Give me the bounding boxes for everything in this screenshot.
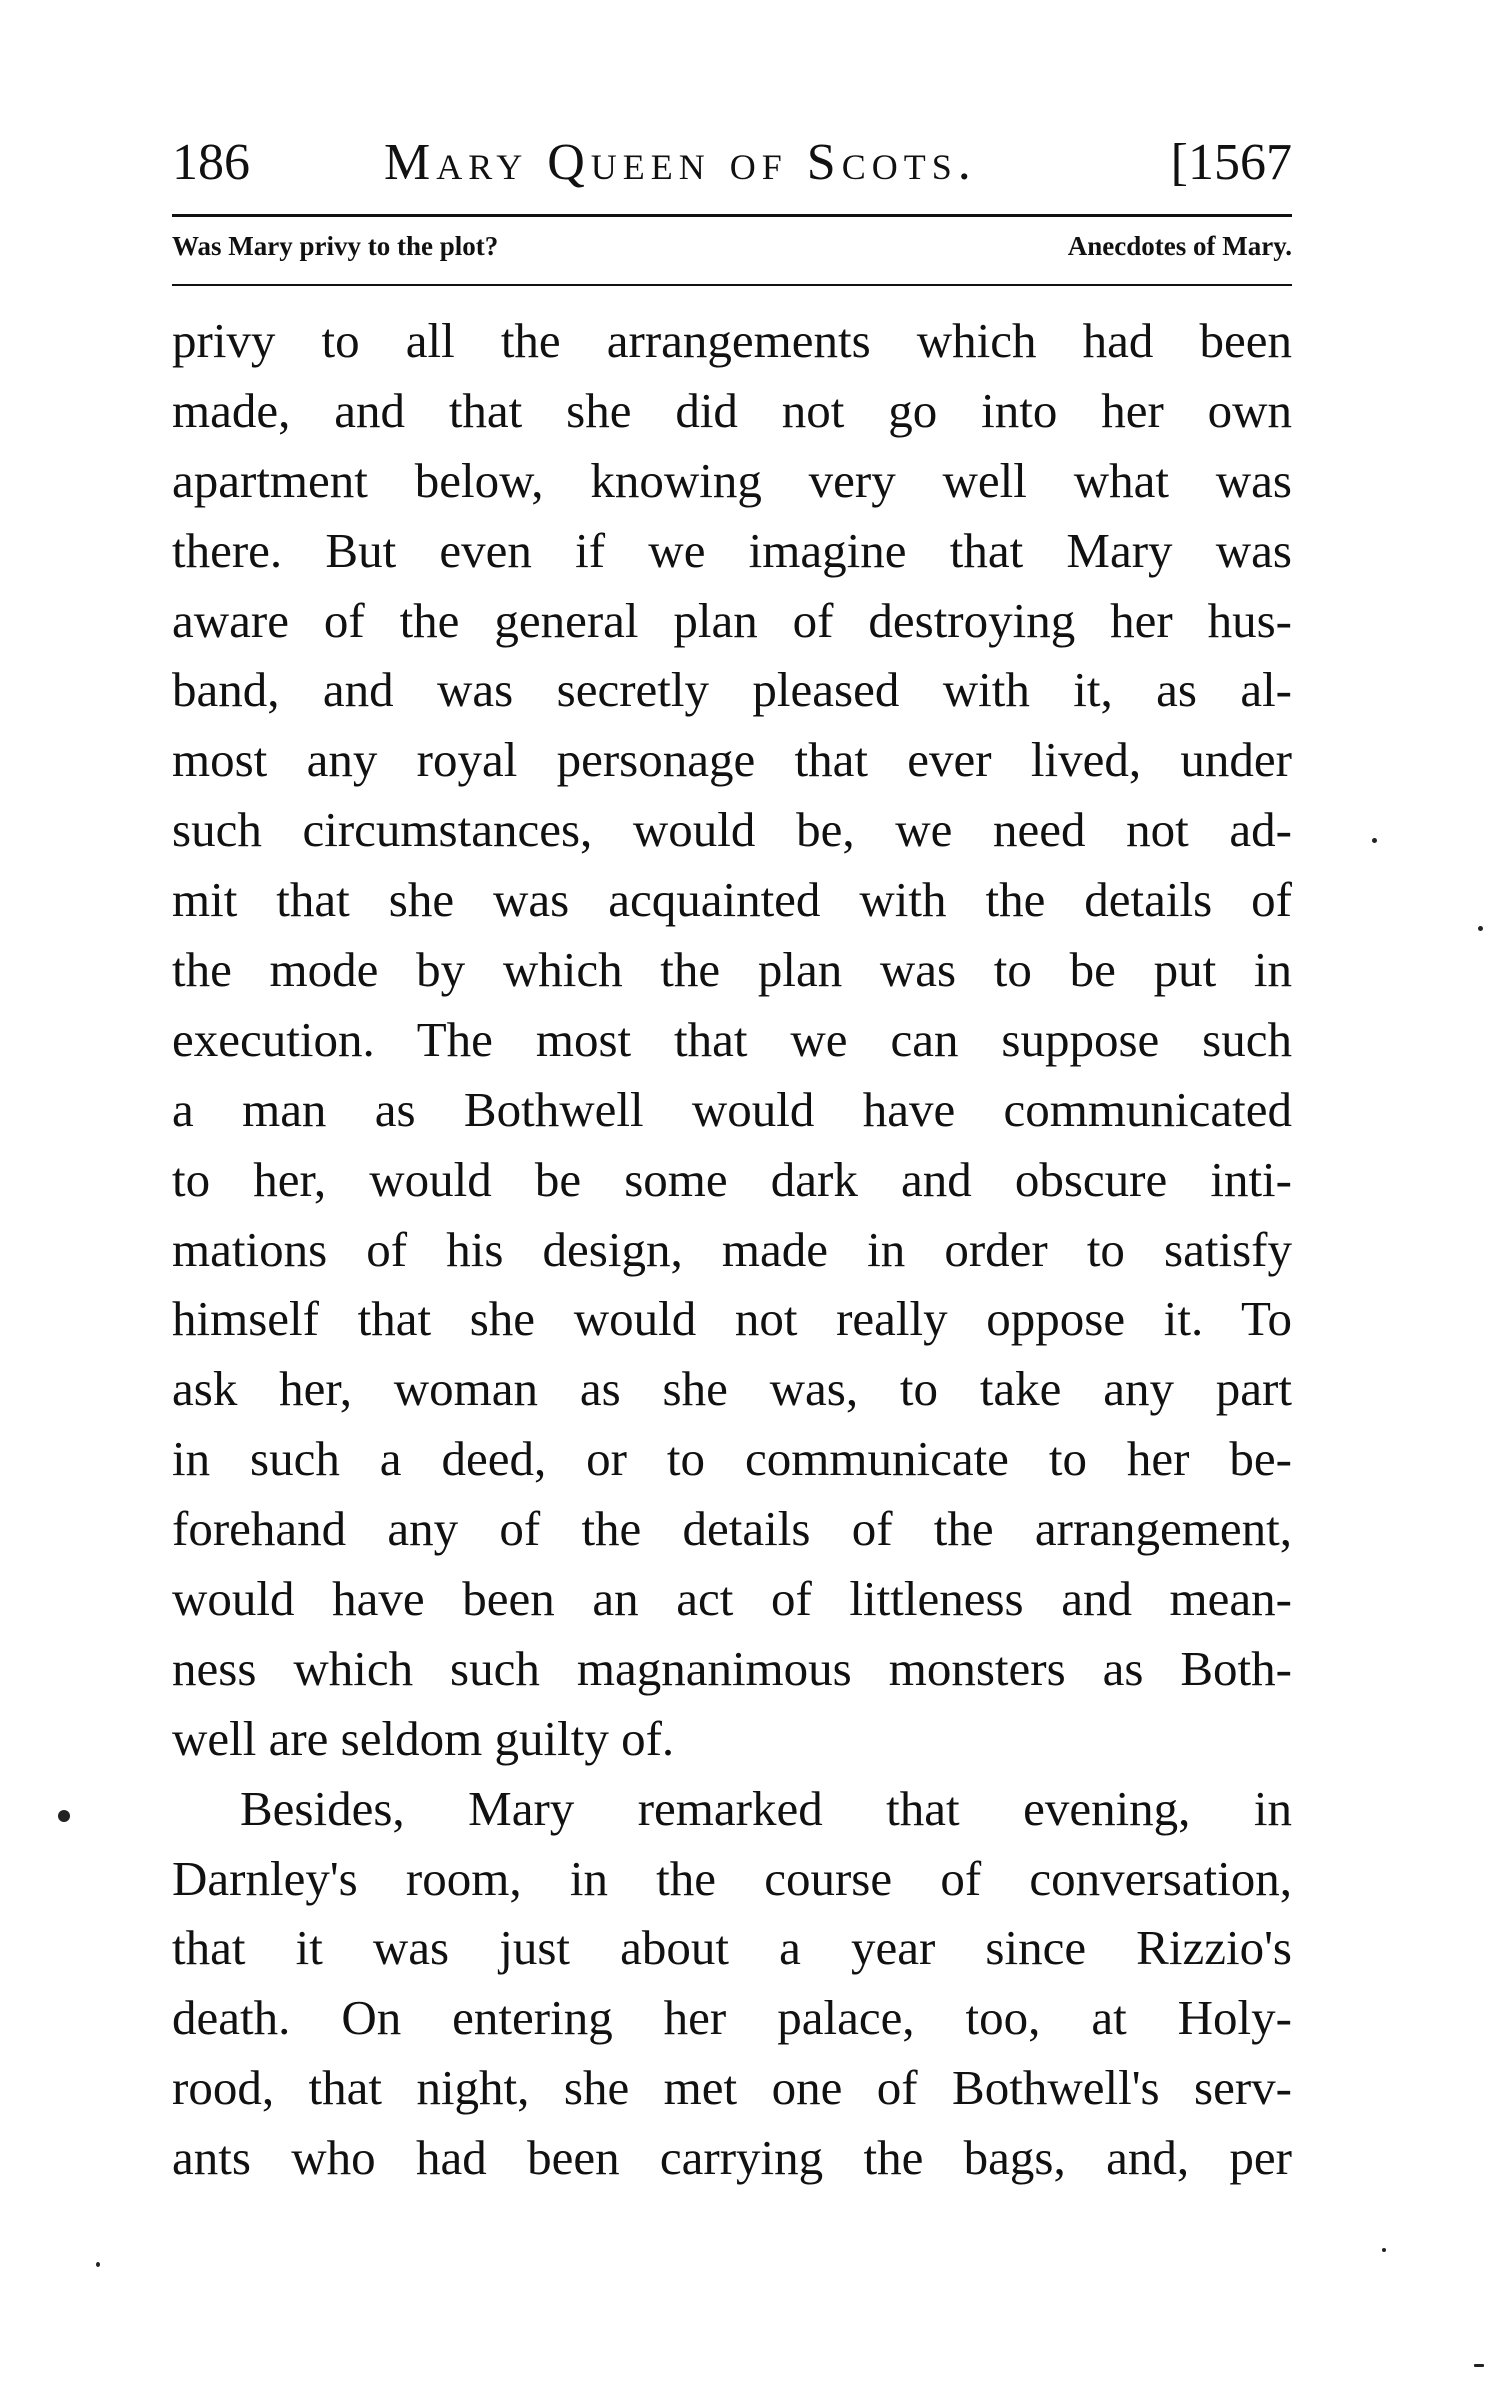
year-label: [1567 <box>1170 134 1292 191</box>
text-line: there. But even if we imagine that Mary was <box>172 522 1292 578</box>
text-line: privy to all the arrangements which had been <box>172 313 1292 368</box>
text-line: that it was just about a year since Rizzio's <box>172 1920 1292 1976</box>
running-head <box>172 128 1292 198</box>
body-text <box>172 306 1292 2193</box>
page-number: 186 <box>172 134 250 191</box>
text-line: ants who had been carrying the bags, and, per <box>172 2130 1292 2186</box>
side-note-rule <box>172 284 1292 286</box>
side-note-right: Anecdotes of Mary. <box>1067 231 1292 261</box>
text-line: ness which such magnanimous monsters as Both- <box>172 1640 1292 1696</box>
side-notes <box>172 226 1292 266</box>
ink-speck <box>1474 2364 1484 2367</box>
text-line: Darnley's room, in the course of conversation, <box>172 1850 1292 1906</box>
text-line: ask her, woman as she was, to take any part <box>172 1361 1292 1417</box>
text-line: in such a deed, or to communicate to her be- <box>172 1431 1292 1487</box>
text-line: a man as Bothwell would have communicated <box>172 1081 1292 1137</box>
ink-speck <box>1372 838 1377 843</box>
text-line: mit that she was acquainted with the details of <box>172 872 1292 928</box>
text-line: himself that she would not really oppose it. To <box>172 1291 1292 1347</box>
text-line: aware of the general plan of destroying her hus- <box>172 592 1292 648</box>
ink-speck <box>58 1810 70 1822</box>
page-title: Mary Queen of Scots. <box>384 134 977 191</box>
ink-speck <box>96 2262 100 2267</box>
text-line: Besides, Mary remarked that evening, in <box>240 1780 1292 1836</box>
text-line: most any royal personage that ever lived, under <box>172 732 1292 788</box>
text-line: such circumstances, would be, we need not ad- <box>172 802 1292 858</box>
side-note-left: Was Mary privy to the plot? <box>172 231 499 261</box>
ink-speck <box>1382 2248 1386 2252</box>
text-line: would have been an act of littleness and mean- <box>172 1571 1292 1627</box>
ink-speck <box>1478 926 1483 931</box>
text-line: apartment below, knowing very well what was <box>172 452 1292 508</box>
text-line: made, and that she did not go into her own <box>172 382 1292 438</box>
text-line: well are seldom guilty of. <box>172 1710 675 1766</box>
text-line: forehand any of the details of the arrangement, <box>172 1501 1292 1557</box>
header-rule <box>172 214 1292 217</box>
text-line: rood, that night, she met one of Bothwell's serv- <box>172 2060 1292 2116</box>
text-line: execution. The most that we can suppose such <box>172 1011 1292 1067</box>
text-line: band, and was secretly pleased with it, as al- <box>172 662 1292 718</box>
text-line: mations of his design, made in order to satisfy <box>172 1221 1292 1277</box>
text-line: death. On entering her palace, too, at Holy- <box>172 1990 1292 2046</box>
text-line: to her, would be some dark and obscure inti- <box>172 1151 1292 1207</box>
text-line: the mode by which the plan was to be put in <box>172 942 1292 998</box>
